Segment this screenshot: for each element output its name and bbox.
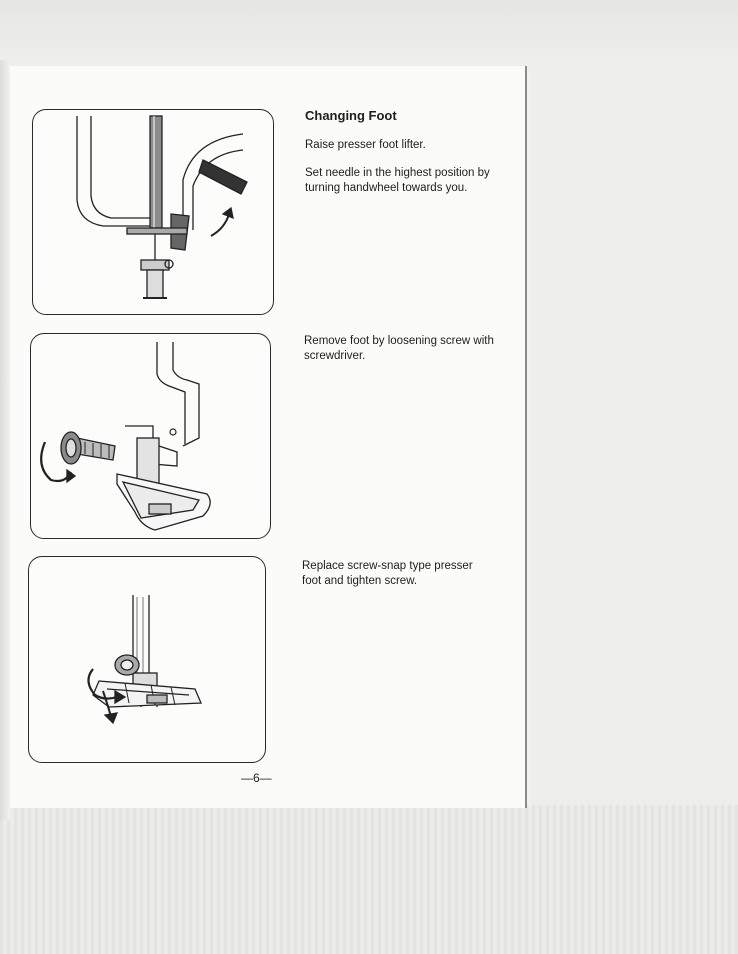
- page-number: —6—: [241, 771, 272, 785]
- step-remove-foot: Remove foot by loosening screw with screwdriver.: [304, 335, 494, 362]
- presser-foot-lifter-illustration: [32, 109, 274, 315]
- remove-foot-screw-illustration: [30, 333, 271, 539]
- scan-bottom-shadow: [0, 805, 738, 954]
- step-raise-lifter: Raise presser foot lifter.: [305, 139, 426, 151]
- scan-left-edge: [0, 60, 10, 820]
- step-set-needle: Set needle in the highest position by turning handwheel towards you.: [305, 167, 490, 194]
- section-title: Changing Foot: [305, 108, 397, 123]
- replace-foot-illustration: [28, 556, 266, 763]
- scan-right-margin: [530, 70, 738, 805]
- scan-top-shadow: [0, 0, 738, 70]
- step-replace-foot: Replace screw-snap type presser foot and tighten screw.: [302, 560, 473, 587]
